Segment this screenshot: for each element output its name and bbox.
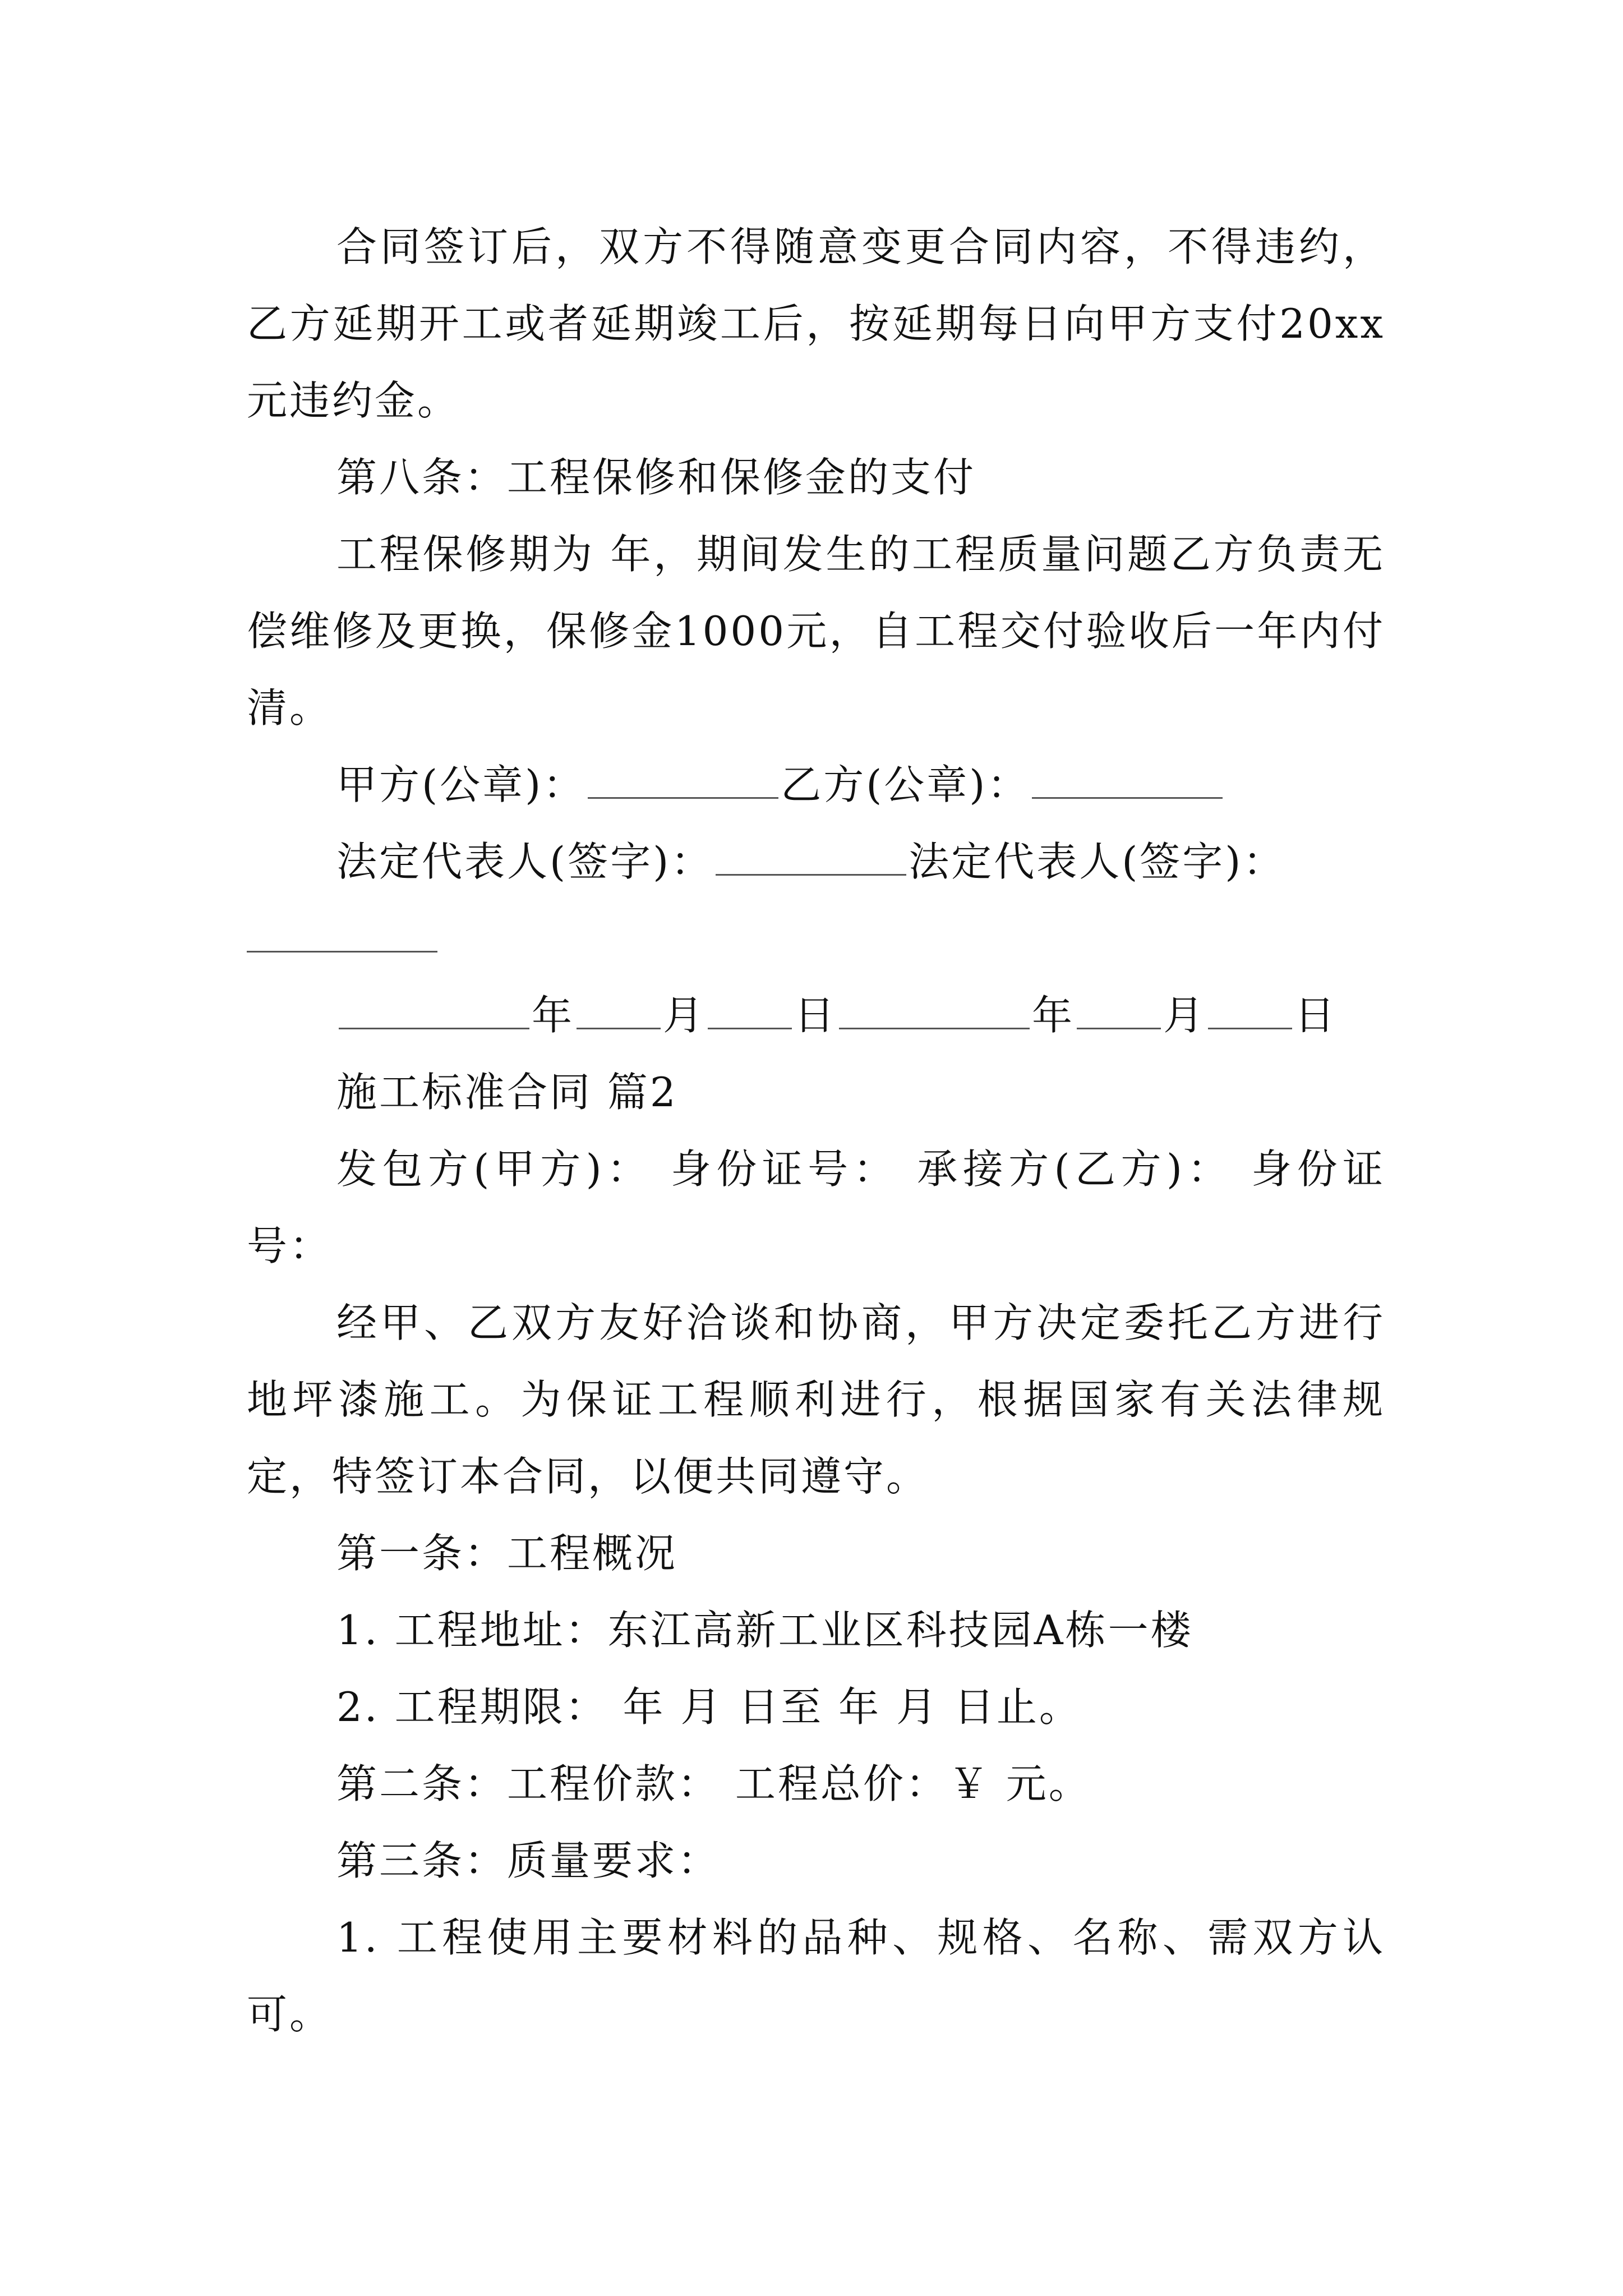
date-line <box>247 977 1385 1054</box>
paragraph-breach-clause: 合同签订后，双方不得随意变更合同内容，不得违约，乙方延期开工或者延期竣工后，按延期每日向甲方支付20xx元违约金。 <box>247 223 1385 424</box>
document-body <box>247 209 1385 2053</box>
date-a-year-label: 年 <box>532 992 575 1039</box>
paragraph-warranty: 工程保修期为 年，期间发生的工程质量问题乙方负责无偿维修及更换，保修金1000元，自工程交付验收后一年内付清。 <box>247 531 1385 731</box>
seal-line <box>247 747 1385 823</box>
article-8-heading: 第八条：工程保修和保修金的支付 <box>336 454 976 501</box>
date-a-day-label: 日 <box>794 992 837 1039</box>
date-b-year-blank <box>839 994 1030 1029</box>
quality-item-1: 1. 工程使用主要材料的品种、规格、名称、需双方认可。 <box>247 1914 1385 2038</box>
project-address: 1. 工程地址：东江高新工业区科技园A栋一楼 <box>336 1607 1193 1654</box>
party-a-seal-label: 甲方(公章)： <box>336 761 586 808</box>
project-period: 2. 工程期限： 年 月 日至 年 月 日止。 <box>336 1683 1082 1731</box>
party-b-seal-blank <box>1032 763 1223 799</box>
contract-2-title: 施工标准合同 篇2 <box>336 1069 678 1116</box>
party-b-seal-label: 乙方(公章)： <box>781 761 1030 808</box>
date-a-day-blank <box>708 994 792 1029</box>
party-b-rep-label: 法定代表人(签字)： <box>909 838 1286 885</box>
date-b-day-blank <box>1208 994 1292 1029</box>
paragraph-intro: 经甲、乙双方友好洽谈和协商，甲方决定委托乙方进行地坪漆施工。为保证工程顺利进行，根据国家有关法律规定，特签订本合同，以便共同遵守。 <box>247 1299 1385 1500</box>
party-a-rep-label: 法定代表人(签字)： <box>336 838 714 885</box>
representative-line <box>247 823 1385 900</box>
date-a-month-label: 月 <box>663 992 706 1039</box>
date-b-day-label: 日 <box>1294 992 1338 1039</box>
date-b-month-blank <box>1077 994 1161 1029</box>
date-b-month-label: 月 <box>1163 992 1206 1039</box>
date-a-month-blank <box>577 994 661 1029</box>
article-2-price: 第二条：工程价款： 工程总价：￥ 元。 <box>336 1760 1091 1807</box>
article-1-heading: 第一条：工程概况 <box>336 1530 678 1577</box>
party-b-rep-blank-line <box>247 900 1385 977</box>
party-b-rep-blank <box>247 917 437 953</box>
date-a-year-blank <box>339 994 529 1029</box>
article-3-heading: 第三条：质量要求： <box>336 1837 721 1884</box>
date-b-year-label: 年 <box>1032 992 1075 1039</box>
party-a-rep-blank <box>716 840 906 876</box>
parties-line: 发包方(甲方)： 身份证号： 承接方(乙方)： 身份证号： <box>247 1145 1385 1269</box>
party-a-seal-blank <box>588 763 778 799</box>
